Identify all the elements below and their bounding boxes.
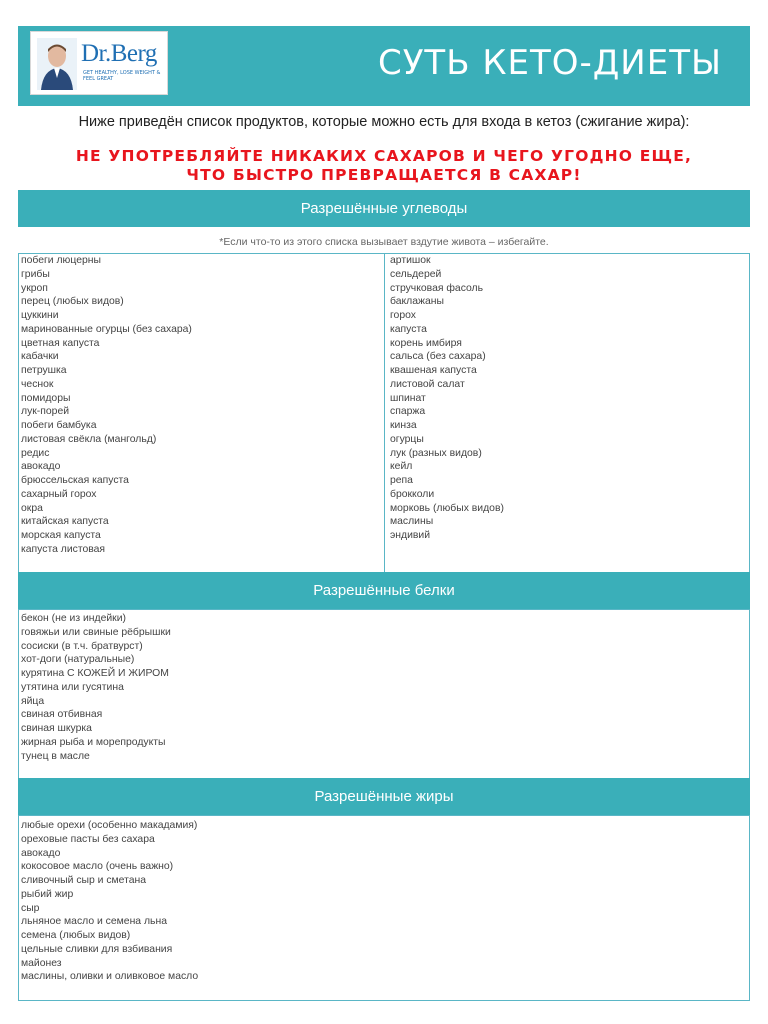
list-item: капуста листовая xyxy=(21,543,106,555)
list-item: артишок xyxy=(390,255,431,266)
proteins-section-header: Разрешённые белки xyxy=(18,572,750,609)
list-item: огурцы xyxy=(390,433,424,445)
list-item: сосиски (в т.ч. братвурст) xyxy=(21,640,143,652)
list-item: баклажаны xyxy=(390,296,444,308)
list-item: говяжьи или свиные рёбрышки xyxy=(21,626,171,638)
list-item: сыр xyxy=(21,902,40,914)
list-item: репа xyxy=(390,475,413,486)
fats-section-header: Разрешённые жиры xyxy=(18,778,750,815)
list-item: кинза xyxy=(390,420,417,431)
list-item: окра xyxy=(21,502,43,514)
list-item: хот-доги (натуральные) xyxy=(21,654,135,666)
list-item: сливочный сыр и сметана xyxy=(21,875,147,886)
list-item: листовой салат xyxy=(390,378,465,390)
list-item: авокадо xyxy=(21,847,61,859)
list-item: брокколи xyxy=(390,488,435,500)
column-divider xyxy=(384,254,385,572)
intro-text: Ниже приведён список продуктов, которые можно есть для входа в кетоз (сжигание жира): xyxy=(78,114,690,130)
carbs-right-column xyxy=(388,254,748,543)
warning-line-2: ЧТО БЫСТРО ПРЕВРАЩАЕТСЯ В САХАР! xyxy=(186,166,582,184)
carbs-section-header: Разрешённые углеводы xyxy=(18,190,750,227)
warning-line-1: НЕ УПОТРЕБЛЯЙТЕ НИКАКИХ САХАРОВ И ЧЕГО УГОДНО ЕЩЕ, xyxy=(75,147,693,165)
list-item: чеснок xyxy=(21,378,54,390)
list-item: стручковая фасоль xyxy=(390,282,484,294)
fats-column xyxy=(19,819,749,984)
list-item: утятина или гусятина xyxy=(21,681,124,693)
list-item: лук (разных видов) xyxy=(390,447,482,459)
doctor-portrait-icon xyxy=(37,38,77,90)
list-item: кабачки xyxy=(21,351,59,363)
list-item: корень имбиря xyxy=(390,337,462,349)
list-item: маслины, оливки и оливковое масло xyxy=(21,971,199,983)
carbs-bloating-note: *Если что-то из этого списка вызывает вздутие живота – избегайте. xyxy=(219,236,549,248)
list-item: авокадо xyxy=(21,461,61,473)
list-item: кокосовое масло (очень важно) xyxy=(21,861,174,873)
list-item: маслины xyxy=(390,516,434,528)
list-item: сахарный горох xyxy=(21,488,97,500)
page-title: СУТЬ КЕТО-ДИЕТЫ xyxy=(377,43,722,83)
list-item: рыбий жир xyxy=(21,888,74,900)
list-item: льняное масло и семена льна xyxy=(21,916,167,928)
proteins-column xyxy=(19,612,749,763)
list-item: спаржа xyxy=(390,406,426,418)
list-item: кейл xyxy=(390,461,413,473)
logo-tagline: GET HEALTHY, LOSE WEIGHT & FEEL GREAT xyxy=(83,70,161,82)
list-item: майонез xyxy=(21,957,62,969)
list-item: побеги бамбука xyxy=(21,420,97,431)
list-item: листовая свёкла (мангольд) xyxy=(21,433,157,445)
list-item: побеги люцерны xyxy=(21,255,101,266)
list-item: свиная отбивная xyxy=(21,709,103,721)
list-item: бекон (не из индейки) xyxy=(21,613,126,624)
list-item: курятина С КОЖЕЙ И ЖИРОМ xyxy=(21,668,169,679)
list-item: тунец в масле xyxy=(21,750,90,762)
list-item: редис xyxy=(21,447,50,459)
list-item: ореховые пасты без сахара xyxy=(21,833,155,845)
list-item: цуккини xyxy=(21,310,59,321)
list-item: квашеная капуста xyxy=(390,365,477,376)
list-item: петрушка xyxy=(21,365,67,376)
list-item: капуста xyxy=(390,323,427,335)
carbs-list-box xyxy=(18,253,750,573)
dr-berg-logo xyxy=(30,31,168,95)
list-item: горох xyxy=(390,310,416,321)
list-item: китайская капуста xyxy=(21,516,109,528)
logo-brand-text: Dr.Berg xyxy=(81,40,157,67)
list-item: жирная рыба и морепродукты xyxy=(21,736,166,748)
list-item: цельные сливки для взбивания xyxy=(21,943,173,955)
list-item: лук-порей xyxy=(21,406,70,418)
list-item: семена (любых видов) xyxy=(21,930,131,941)
list-item: грибы xyxy=(21,268,50,280)
list-item: любые орехи (особенно макадамия) xyxy=(21,820,198,831)
list-item: яйца xyxy=(21,695,45,707)
fats-list-box xyxy=(18,815,750,1001)
list-item: сельдерей xyxy=(390,268,442,280)
list-item: цветная капуста xyxy=(21,337,100,349)
list-item: эндивий xyxy=(390,530,431,541)
list-item: маринованные огурцы (без сахара) xyxy=(21,323,192,335)
list-item: перец (любых видов) xyxy=(21,296,124,308)
list-item: помидоры xyxy=(21,392,71,404)
list-item: морская капуста xyxy=(21,530,101,541)
list-item: свиная шкурка xyxy=(21,723,92,734)
list-item: сальса (без сахара) xyxy=(390,351,486,363)
list-item: укроп xyxy=(21,282,48,294)
header-banner xyxy=(18,26,750,106)
list-item: шпинат xyxy=(390,392,426,404)
sugar-warning xyxy=(0,147,768,185)
list-item: морковь (любых видов) xyxy=(390,502,504,514)
proteins-list-box xyxy=(18,609,750,779)
carbs-left-column xyxy=(19,254,384,557)
list-item: брюссельская капуста xyxy=(21,475,129,486)
